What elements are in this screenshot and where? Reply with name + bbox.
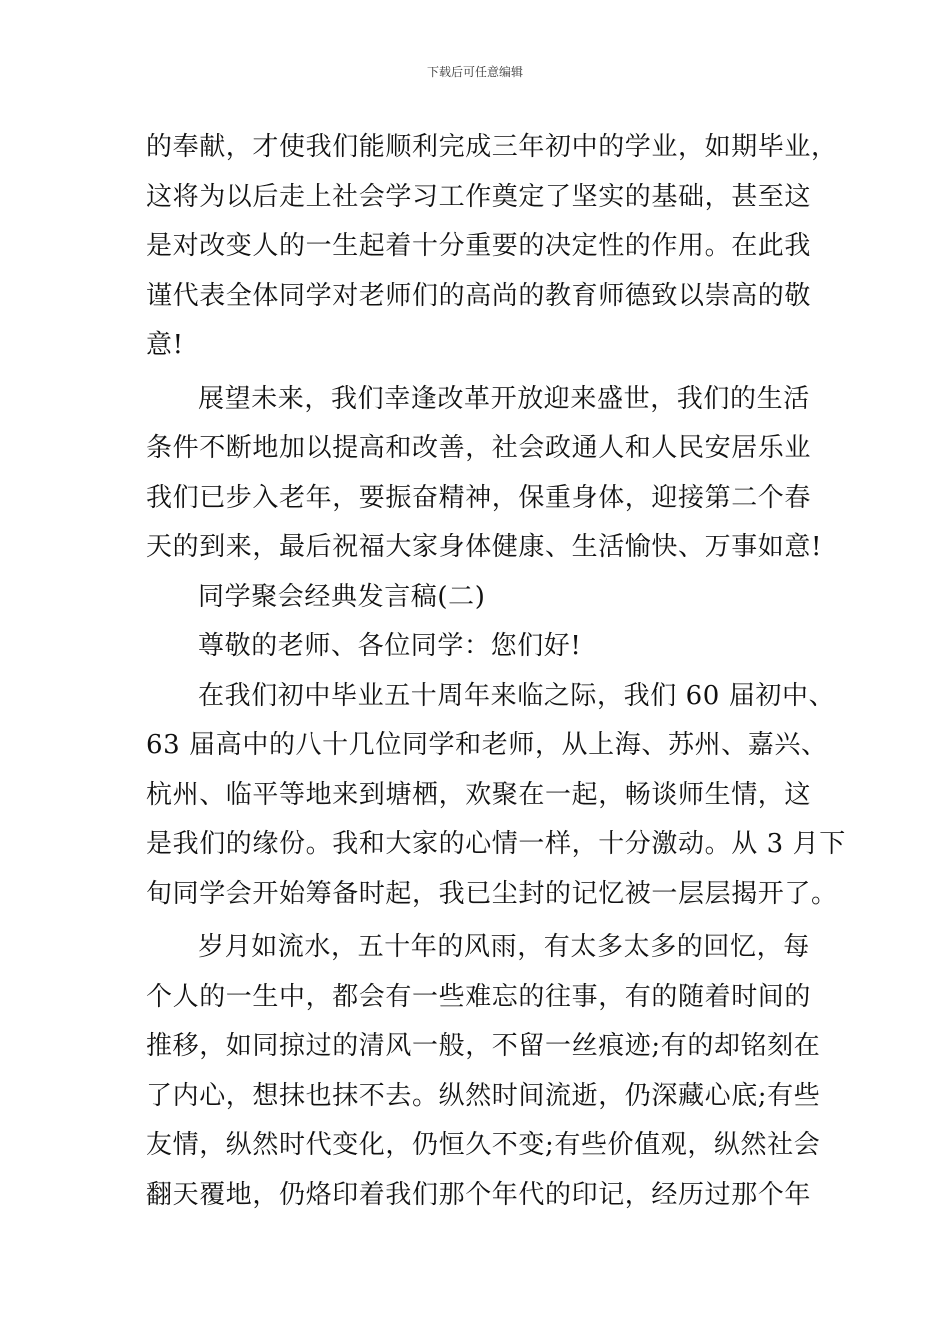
text-line: 天的到来，最后祝福大家身体健康、生活愉快、万事如意!: [146, 532, 823, 562]
text-line: 的奉献，才使我们能顺利完成三年初中的学业，如期毕业，: [146, 132, 838, 162]
section-heading: 同学聚会经典发言稿(二): [198, 581, 486, 612]
text-line: 条件不断地加以提高和改善，社会政通人和人民安居乐业: [146, 433, 812, 463]
text-line: 翻天覆地，仍烙印着我们那个年代的印记，经历过那个年: [146, 1179, 812, 1210]
text-line: 杭州、临平等地来到塘栖，欢聚在一起，畅谈师生情，这: [146, 779, 812, 810]
text-line: 意!: [146, 330, 184, 360]
text-line: 这将为以后走上社会学习工作奠定了坚实的基础，甚至这: [146, 181, 812, 212]
text-line: 展望未来，我们幸逢改革开放迎来盛世，我们的生活: [198, 383, 810, 414]
text-line: 推移，如同掠过的清风一般，不留一丝痕迹;有的却铭刻在: [146, 1031, 821, 1061]
page-header: 下载后可任意编辑: [426, 65, 523, 79]
text-line: 是我们的缘份。我和大家的心情一样，十分激动。从 3 月下: [146, 829, 846, 859]
text-line: 谨代表全体同学对老师们的高尚的教育师德致以崇高的敬: [146, 280, 812, 311]
text-line: 在我们初中毕业五十周年来临之际，我们 60 届初中、: [198, 680, 836, 711]
text-line: 岁月如流水，五十年的风雨，有太多太多的回忆，每: [198, 932, 810, 962]
text-line: 个人的一生中，都会有一些难忘的往事，有的随着时间的: [146, 981, 812, 1012]
document-body: [146, 123, 846, 1220]
text-line: 63 届高中的八十几位同学和老师，从上海、苏州、嘉兴、: [146, 730, 828, 760]
text-line: 我们已步入老年，要振奋精神，保重身体，迎接第二个春: [146, 482, 812, 513]
text-line: 是对改变人的一生起着十分重要的决定性的作用。在此我: [146, 231, 812, 261]
text-line: 旬同学会开始筹备时起，我已尘封的记忆被一层层揭开了。: [146, 878, 838, 909]
text-line: 了内心，想抹也抹不去。纵然时间流逝，仍深藏心底;有些: [146, 1080, 821, 1111]
text-line: 友情，纵然时代变化，仍恒久不变;有些价值观，纵然社会: [146, 1130, 821, 1160]
salutation: 尊敬的老师、各位同学：您们好!: [198, 631, 582, 661]
